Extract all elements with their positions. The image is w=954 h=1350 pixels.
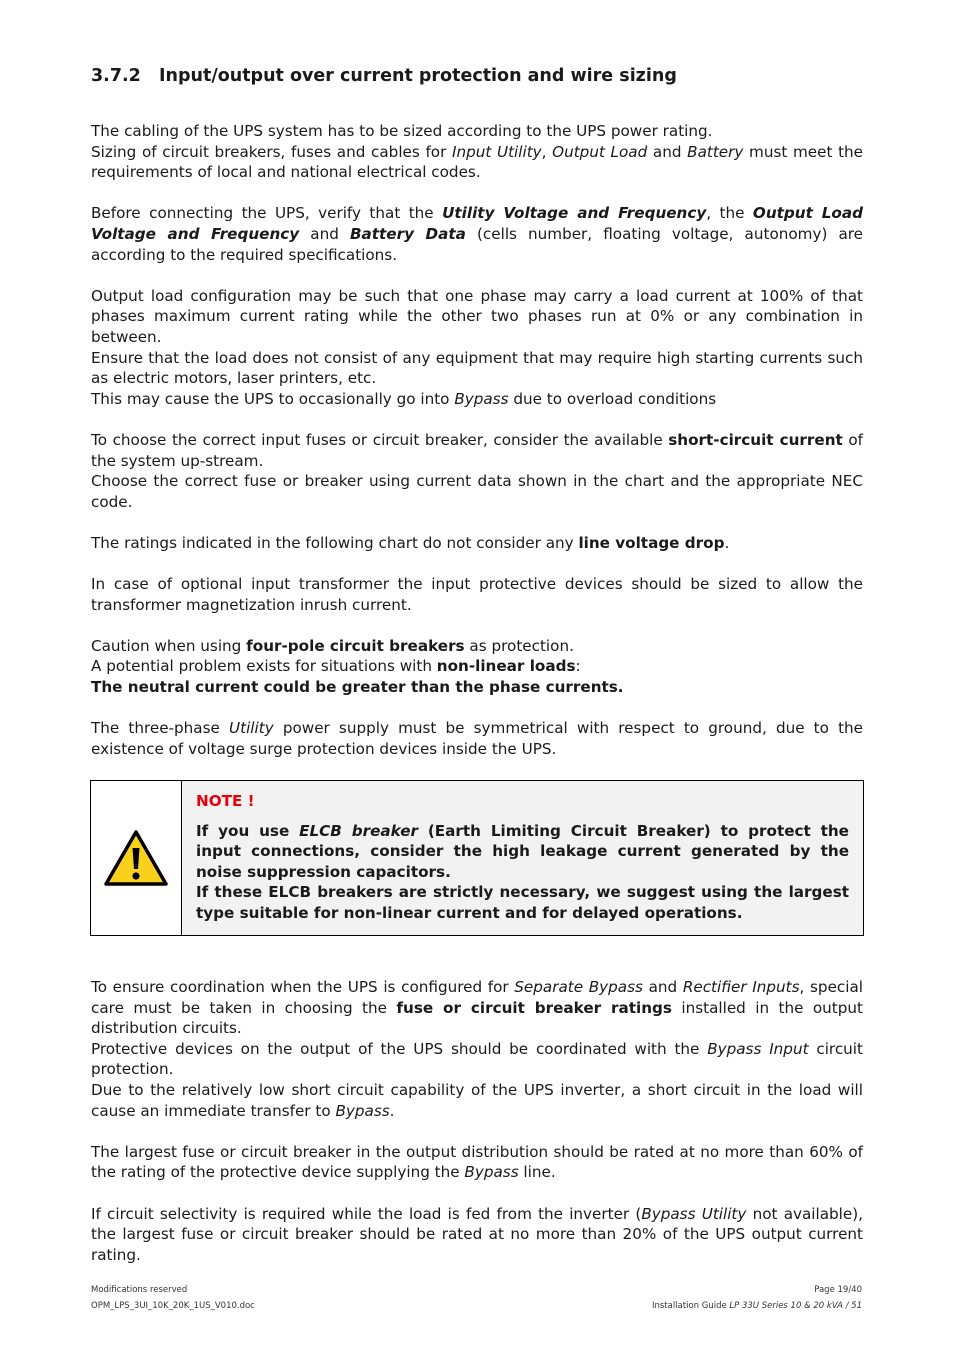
paragraph: To ensure coordination when the UPS is configured for Separate Bypass and Rectifier Inputs, special care must be taken in choosing the fuse or circuit breaker ratings installed in the output distribution circuits. [91, 978, 864, 1038]
paragraph: Ensure that the load does not consist of any equipment that may require high starting currents such as electric motors, laser printers, etc. [91, 348, 863, 388]
paragraph: The cabling of the UPS system has to be sized according to the UPS power rating. [91, 122, 713, 140]
section-number: 3.7.2 [91, 66, 141, 86]
note-box [90, 780, 864, 936]
body-block-2 [91, 977, 863, 1265]
paragraph: Sizing of circuit breakers, fuses and cables for Input Utility, Output Load and Battery must meet the requirements of local and national electrical codes. [91, 142, 863, 182]
footer-doc-title: Installation Guide LP 33U Series 10 & 20 kVA / 51 [651, 1301, 862, 1311]
paragraph: The largest fuse or circuit breaker in the output distribution should be rated at no more than 60% of the rating of the protective device supplying the Bypass line. [91, 1142, 863, 1182]
note-text [182, 781, 863, 935]
paragraph: Caution when using four-pole circuit breakers as protection. [91, 636, 574, 655]
note-icon-cell [91, 781, 182, 935]
footer-page-number: Page 19/40 [814, 1285, 862, 1295]
note-title: NOTE ! [196, 792, 255, 810]
paragraph: To choose the correct input fuses or circuit breaker, consider the available short-circuit current of the system up-stream. [91, 430, 864, 470]
note-paragraph: If these ELCB breakers are strictly necessary, we suggest using the largest type suitable for non-linear current and for delayed operations. [196, 883, 849, 922]
paragraph: The neutral current could be greater than the phase currents. [91, 678, 624, 697]
paragraph: Choose the correct fuse or breaker using current data shown in the chart and the appropriate NEC code. [91, 472, 863, 511]
footer-left-line1: Modifications reserved [91, 1285, 188, 1295]
body-block-1 [91, 121, 863, 759]
footer-left-line2: OPM_LPS_3UI_10K_20K_1US_V010.doc [91, 1301, 255, 1311]
paragraph: The three-phase Utility power supply must be symmetrical with respect to ground, due to the existence of voltage surge protection devices inside the UPS. [91, 719, 863, 758]
paragraph: Due to the relatively low short circuit capability of the UPS inverter, a short circuit in the load will cause an immediate transfer to Bypass. [91, 1080, 863, 1120]
paragraph: The ratings indicated in the following chart do not consider any line voltage drop. [91, 533, 730, 552]
paragraph: Before connecting the UPS, verify that the Utility Voltage and Frequency, the Output Load Voltage and Frequency and Battery Data (cells number, floating voltage, autonomy) are according to the required specifications. [91, 204, 864, 264]
paragraph: A potential problem exists for situations with non-linear loads: [91, 657, 581, 676]
paragraph: This may cause the UPS to occasionally go into Bypass due to overload conditions [91, 389, 717, 408]
paragraph: Output load configuration may be such that one phase may carry a load current at 100% of that phases maximum current rating while the other two phases run at 0% or any combination in between. [91, 286, 863, 346]
warning-icon [103, 829, 169, 887]
paragraph: If circuit selectivity is required while the load is fed from the inverter (Bypass Utility not available), the largest fuse or circuit breaker should be rated at no more than 20% of the UPS output current rating. [91, 1204, 863, 1264]
section-title: Input/output over current protection and wire sizing [159, 66, 677, 86]
paragraph: Protective devices on the output of the UPS should be coordinated with the Bypass Input circuit protection. [91, 1039, 863, 1079]
paragraph: In case of optional input transformer the input protective devices should be sized to allow the transformer magnetization inrush current. [91, 575, 863, 614]
note-paragraph: If you use ELCB breaker (Earth Limiting Circuit Breaker) to protect the input connections, consider the high leakage current generated by the noise suppression capacitors. [196, 821, 849, 881]
section-heading [91, 66, 677, 86]
